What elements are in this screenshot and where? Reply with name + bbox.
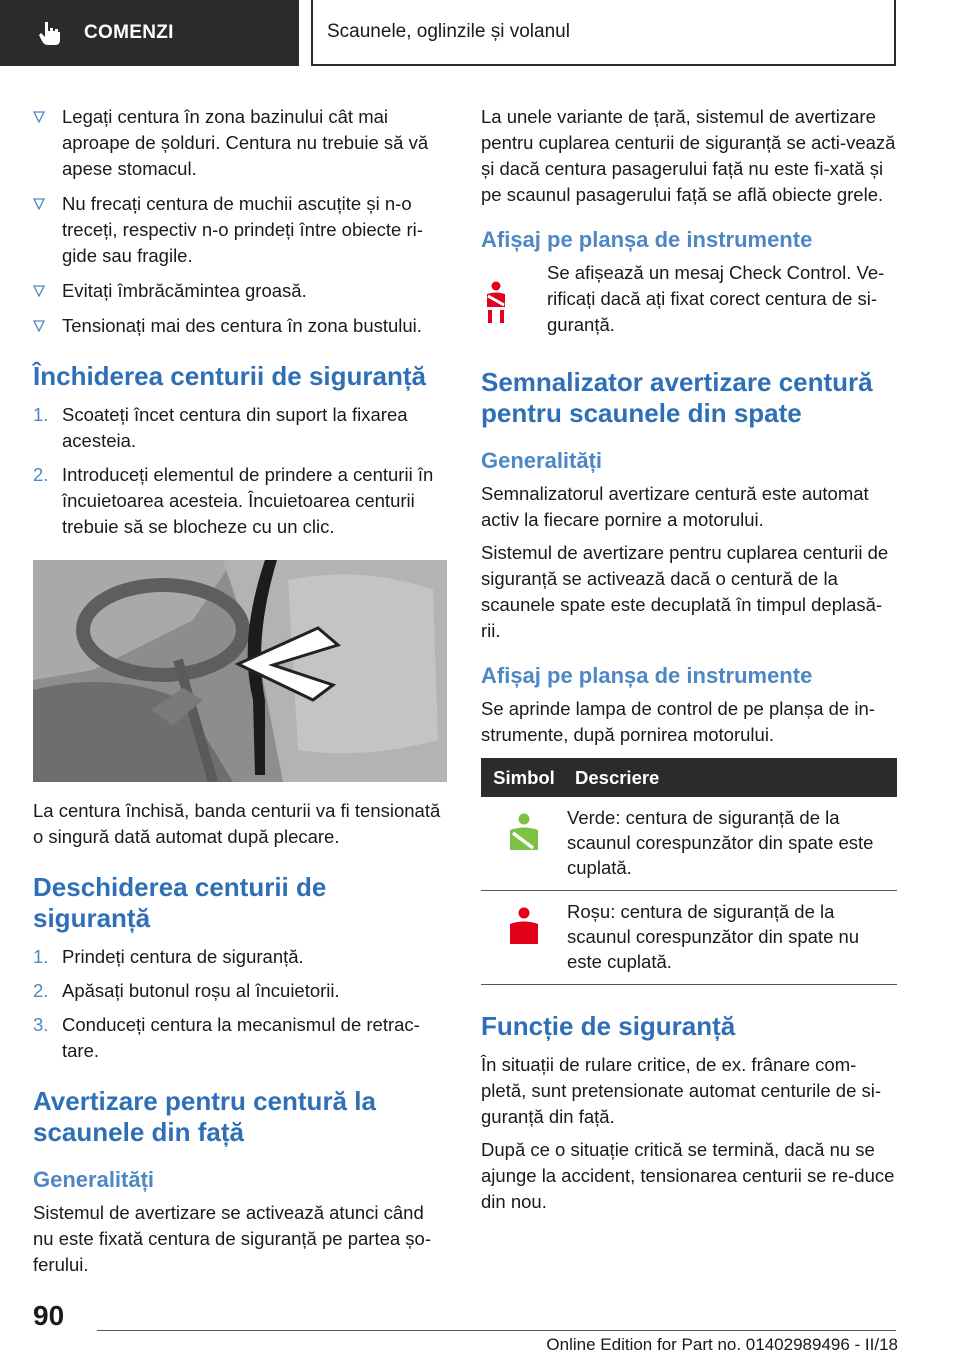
display-heading-1: Afișaj pe planșa de instrumente <box>481 227 813 252</box>
list-item: 2. Apăsați butonul roșu al încuietorii. <box>33 980 340 1001</box>
list-item: Legați centura în zona bazinului cât mai aproape de șolduri. Centura nu trebuie să vă apese stomacul. <box>33 104 447 182</box>
table-row <box>481 797 897 891</box>
table-header-description: Descriere <box>567 758 897 797</box>
list-item: 1. Prindeți centura de siguranță. <box>33 946 304 967</box>
check-control-text: Se afișează un mesaj Check Control. Ve-rificați dacă ați fixat corect centura de si-guranță. <box>547 262 885 335</box>
list-item: 2. Introduceți elementul de prindere a centurii în încuietoarea acesteia. Încuietoarea centurii trebuie să se blocheze cu un clic. <box>33 464 434 537</box>
safety-text-2: După ce o situație critică se termină, dacă nu se ajunge la accident, tensionarea centurii se re-duce din nou. <box>481 1139 895 1212</box>
triangle-bullet-icon <box>33 198 45 210</box>
check-control-block <box>481 260 897 345</box>
rear-warning-heading: Semnalizator avertizare centură pentru scaunele din spate <box>481 367 873 428</box>
front-general-subheading: Generalități <box>33 1167 155 1192</box>
seatbelt-warning-icon <box>481 280 511 324</box>
page-header <box>0 0 960 66</box>
list-item: 1. Scoateți încet centura din suport la fixarea acesteia. <box>33 404 408 451</box>
list-item: Tensionați mai des centura în zona bustului. <box>33 313 447 339</box>
list-item: Evitați îmbrăcămintea groasă. <box>33 278 447 304</box>
list-item: 3. Conduceți centura la mecanismul de retrac-tare. <box>33 1014 420 1061</box>
chapter-tab <box>0 0 299 66</box>
list-item: Nu frecați centura de muchii ascuțite și n-o treceți, respectiv n-o prindeți între obiecte ri-gide sau fragile. <box>33 191 447 269</box>
safety-text-1: În situații de rulare critice, de ex. frânare com-pletă, sunt pretensionate automat centurile de si-guranță din față. <box>481 1054 882 1127</box>
footer-edition: Online Edition for Part no. 01402989496 - II/18 <box>546 1335 898 1354</box>
table-header-symbol: Simbol <box>481 758 567 797</box>
display-heading-2: Afișaj pe planșa de instrumente <box>481 663 813 688</box>
closing-heading: Închiderea centurii de siguranță <box>33 361 426 391</box>
triangle-bullet-icon <box>33 111 45 123</box>
rear-text-2: Sistemul de avertizare pentru cuplarea centurii de siguranță se activează dacă o centură de la scaunele spate este decuplată în timpul deplasă-rii. <box>481 542 889 641</box>
page-number: 90 <box>33 1300 65 1331</box>
section-title: Scaunele, oglinzile și volanul <box>311 0 896 66</box>
opening-heading: Deschiderea centurii de siguranță <box>33 872 327 933</box>
rear-general-subheading: Generalități <box>481 448 603 473</box>
front-warning-heading: Avertizare pentru centură la scaunele din față <box>33 1086 376 1147</box>
rear-text-1: Semnalizatorul avertizare centură este automat activ la fiecare pornire a motorului. <box>481 483 869 530</box>
hand-pointer-icon <box>36 19 64 47</box>
table-cell-description: Verde: centura de siguranță de la scaunul corespunzător din spate este cuplată. <box>567 797 897 891</box>
table-row <box>481 891 897 985</box>
table-cell-description: Roșu: centura de siguranță de la scaunul corespunzător din spate nu este cuplată. <box>567 891 897 985</box>
front-warning-text: Sistemul de avertizare se activează atunci când nu este fixată centura de siguranță pe partea șo-ferului. <box>33 1202 432 1275</box>
intro-text: La unele variante de țară, sistemul de avertizare pentru cuplarea centurii de siguranță se acti-vează și dacă centura pasagerului față nu este fi-xată și pe scaunul pasagerului față se află obiecte grele. <box>481 106 896 205</box>
after-photo-text: La centura închisă, banda centurii va fi tensionată o singură dată automat după plecare. <box>33 800 441 847</box>
footer-divider <box>97 1330 896 1331</box>
indicator-text: Se aprinde lampa de control de pe planșa de in-strumente, după pornirea motorului. <box>481 698 875 745</box>
safety-heading: Funcție de siguranță <box>481 1011 736 1041</box>
seatbelt-buckle-photo <box>33 560 447 782</box>
chapter-tab-label: COMENZI <box>84 22 174 43</box>
left-column <box>33 104 447 1285</box>
triangle-bullet-icon <box>33 320 45 332</box>
symbol-table <box>481 758 897 985</box>
right-column <box>481 104 897 1222</box>
red-belt-unfastened-icon <box>507 907 541 945</box>
green-belt-fastened-icon <box>507 813 541 851</box>
triangle-bullet-icon <box>33 285 45 297</box>
